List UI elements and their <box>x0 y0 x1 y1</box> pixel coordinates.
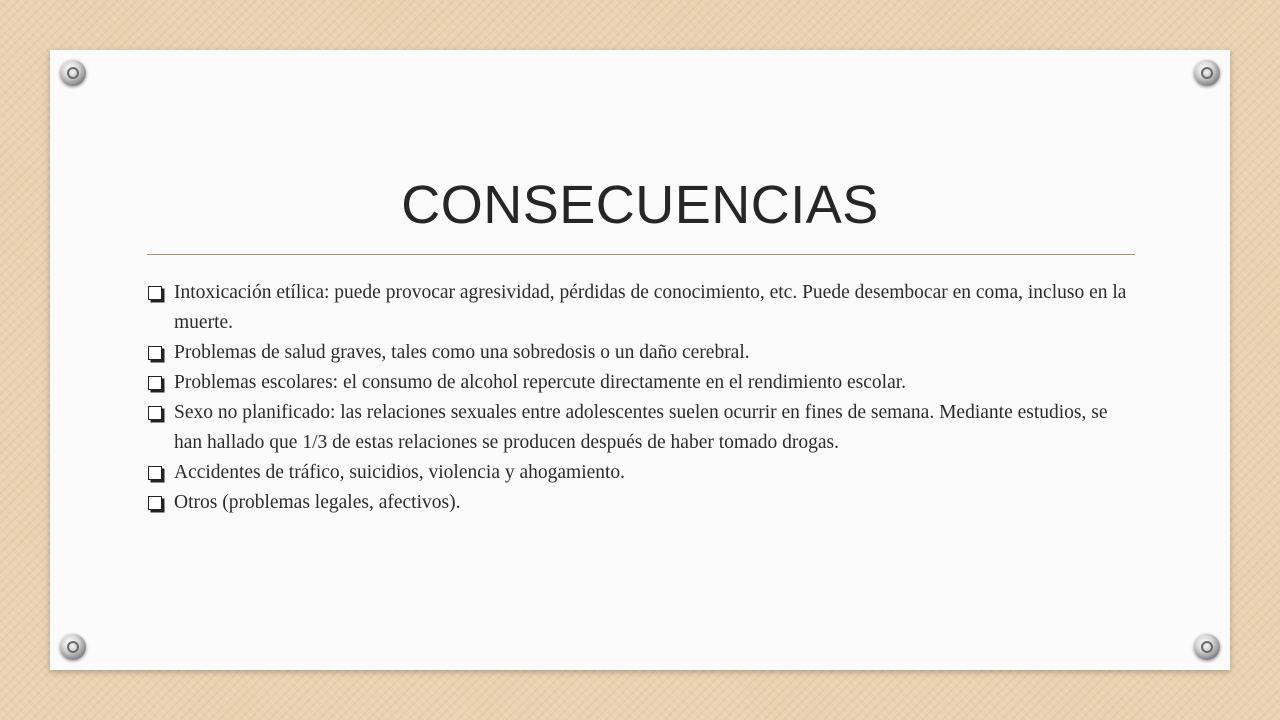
list-item-text: Intoxicación etílica: puede provocar agresividad, pérdidas de conocimiento, etc. Puede desembocar en coma, incluso en la muerte. <box>174 282 1127 333</box>
checkbox-square-icon <box>148 406 162 420</box>
list-item-text: Accidentes de tráfico, suicidios, violencia y ahogamiento. <box>174 462 626 483</box>
list-item-text: Sexo no planificado: las relaciones sexuales entre adolescentes suelen ocurrir en fines de semana. Mediante estudios, se han hallado que 1/3 de estas relaciones se producen después de haber tomado drogas. <box>174 402 1108 453</box>
title-divider <box>147 254 1135 255</box>
list-item <box>148 338 1128 368</box>
checkbox-square-icon <box>148 466 162 480</box>
checkbox-square-icon <box>148 496 162 510</box>
list-item <box>148 458 1128 488</box>
slide-card <box>50 50 1230 670</box>
checkbox-square-icon <box>148 346 162 360</box>
checkbox-square-icon <box>148 286 162 300</box>
pin-icon <box>1194 60 1220 86</box>
list-item <box>148 278 1128 338</box>
pin-icon <box>60 60 86 86</box>
list-item <box>148 488 1128 518</box>
list-item <box>148 398 1128 458</box>
slide-title: CONSECUENCIAS <box>401 175 879 235</box>
bullet-list <box>148 278 1128 518</box>
list-item-text: Problemas escolares: el consumo de alcohol repercute directamente en el rendimiento escolar. <box>174 372 907 393</box>
list-item-text: Otros (problemas legales, afectivos). <box>174 492 461 513</box>
list-item <box>148 368 1128 398</box>
pin-icon <box>60 634 86 660</box>
list-item-text: Problemas de salud graves, tales como una sobredosis o un daño cerebral. <box>174 342 750 363</box>
pin-icon <box>1194 634 1220 660</box>
checkbox-square-icon <box>148 376 162 390</box>
